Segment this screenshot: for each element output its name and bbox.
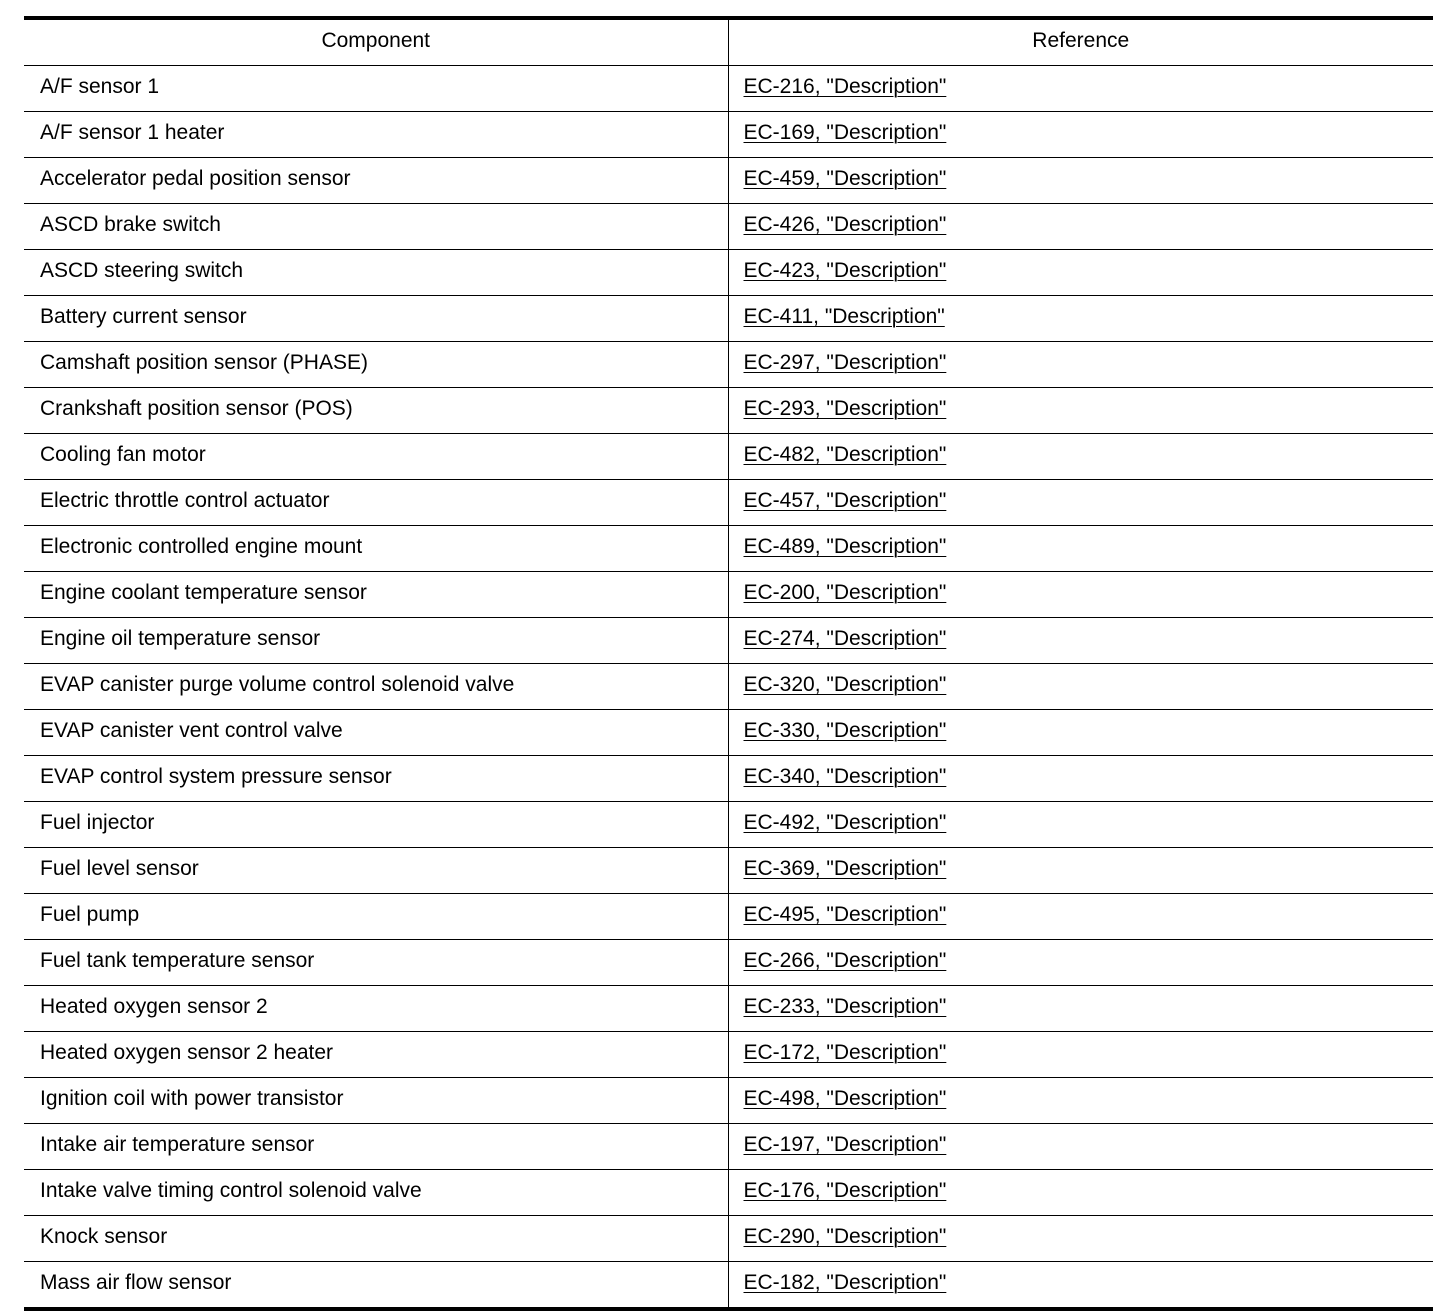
table-row: [24, 986, 1433, 1032]
component-name: Engine oil temperature sensor: [24, 618, 728, 664]
reference-link[interactable]: EC-297, "Description": [743, 351, 947, 374]
reference-link[interactable]: EC-216, "Description": [743, 75, 947, 98]
reference-cell: [728, 710, 1433, 756]
header-row: [24, 18, 1433, 66]
component-name: Heated oxygen sensor 2 heater: [24, 1032, 728, 1078]
reference-link[interactable]: EC-426, "Description": [743, 213, 947, 236]
reference-cell: [728, 388, 1433, 434]
reference-link[interactable]: EC-169, "Description": [743, 121, 947, 144]
reference-link[interactable]: EC-274, "Description": [743, 627, 947, 650]
component-name: Crankshaft position sensor (POS): [24, 388, 728, 434]
reference-cell: [728, 1124, 1433, 1170]
reference-cell: [728, 158, 1433, 204]
table-row: [24, 572, 1433, 618]
table-row: [24, 388, 1433, 434]
component-name: EVAP control system pressure sensor: [24, 756, 728, 802]
component-name: ASCD steering switch: [24, 250, 728, 296]
reference-cell: [728, 756, 1433, 802]
reference-cell: [728, 572, 1433, 618]
table-row: [24, 894, 1433, 940]
table-row: [24, 1078, 1433, 1124]
reference-link[interactable]: EC-266, "Description": [743, 949, 947, 972]
reference-link[interactable]: EC-182, "Description": [743, 1271, 947, 1294]
reference-cell: [728, 664, 1433, 710]
table-row: [24, 1032, 1433, 1078]
reference-link[interactable]: EC-495, "Description": [743, 903, 947, 926]
reference-column-header: Reference: [728, 18, 1433, 66]
component-name: Intake valve timing control solenoid valve: [24, 1170, 728, 1216]
component-name: Intake air temperature sensor: [24, 1124, 728, 1170]
component-name: EVAP canister vent control valve: [24, 710, 728, 756]
reference-link[interactable]: EC-197, "Description": [743, 1133, 947, 1156]
table-row: [24, 802, 1433, 848]
component-name: Mass air flow sensor: [40, 1271, 232, 1294]
reference-link[interactable]: EC-176, "Description": [743, 1179, 947, 1202]
table-row: [24, 1262, 1433, 1310]
component-name: Heated oxygen sensor 2: [24, 986, 728, 1032]
component-name: ASCD brake switch: [24, 204, 728, 250]
reference-cell: [728, 342, 1433, 388]
component-name: Battery current sensor: [24, 296, 728, 342]
table-row: [24, 112, 1433, 158]
reference-cell: [728, 1216, 1433, 1262]
reference-cell: [728, 848, 1433, 894]
table-row: [24, 296, 1433, 342]
table-row: [24, 1124, 1433, 1170]
reference-cell: [728, 1262, 1433, 1310]
reference-link[interactable]: EC-489, "Description": [743, 535, 947, 558]
table-row: [24, 1170, 1433, 1216]
reference-cell: [728, 1170, 1433, 1216]
component-name: Camshaft position sensor (PHASE): [24, 342, 728, 388]
reference-link[interactable]: EC-293, "Description": [743, 397, 947, 420]
reference-link[interactable]: EC-492, "Description": [743, 811, 947, 834]
reference-cell: [728, 802, 1433, 848]
table-row: [24, 434, 1433, 480]
component-name: Fuel tank temperature sensor: [24, 940, 728, 986]
reference-link[interactable]: EC-459, "Description": [743, 167, 947, 190]
table-row: [24, 66, 1433, 112]
component-name: A/F sensor 1: [24, 66, 728, 112]
table-row: [24, 342, 1433, 388]
table-body: [24, 66, 1433, 1310]
component-reference-table: [24, 16, 1433, 1311]
component-name: Accelerator pedal position sensor: [24, 158, 728, 204]
table-row: [24, 480, 1433, 526]
reference-cell: [728, 204, 1433, 250]
reference-cell: [728, 296, 1433, 342]
reference-link[interactable]: EC-457, "Description": [743, 489, 947, 512]
table-row: [24, 250, 1433, 296]
reference-link[interactable]: EC-320, "Description": [743, 673, 947, 696]
component-name: EVAP canister purge volume control solenoid valve: [24, 664, 728, 710]
reference-cell: [728, 940, 1433, 986]
table-row: [24, 158, 1433, 204]
component-name: Knock sensor: [24, 1216, 728, 1262]
reference-cell: [728, 526, 1433, 572]
reference-cell: [728, 618, 1433, 664]
reference-cell: [728, 986, 1433, 1032]
component-name: Fuel level sensor: [24, 848, 728, 894]
reference-link[interactable]: EC-340, "Description": [743, 765, 947, 788]
table-row: [24, 848, 1433, 894]
component-name: A/F sensor 1 heater: [24, 112, 728, 158]
reference-link[interactable]: EC-330, "Description": [743, 719, 947, 742]
component-column-header: Component: [24, 18, 728, 66]
reference-link[interactable]: EC-498, "Description": [743, 1087, 947, 1110]
component-name: Ignition coil with power transistor: [24, 1078, 728, 1124]
table-row: [24, 710, 1433, 756]
component-name: Cooling fan motor: [24, 434, 728, 480]
table-row: [24, 1216, 1433, 1262]
reference-cell: [728, 1078, 1433, 1124]
reference-link[interactable]: EC-200, "Description": [743, 581, 947, 604]
reference-cell: [728, 250, 1433, 296]
table-row: [24, 204, 1433, 250]
table-row: [24, 940, 1433, 986]
table-row: [24, 618, 1433, 664]
reference-cell: [728, 434, 1433, 480]
reference-cell: [728, 480, 1433, 526]
component-name: Electric throttle control actuator: [24, 480, 728, 526]
reference-cell: [728, 894, 1433, 940]
table-row: [24, 664, 1433, 710]
table-row: [24, 526, 1433, 572]
reference-link[interactable]: EC-482, "Description": [743, 443, 947, 466]
reference-link[interactable]: EC-369, "Description": [743, 857, 947, 880]
reference-link[interactable]: EC-411, "Description": [743, 305, 945, 328]
reference-link[interactable]: EC-233, "Description": [743, 995, 947, 1018]
component-name: Electronic controlled engine mount: [24, 526, 728, 572]
component-name: Engine coolant temperature sensor: [24, 572, 728, 618]
component-name: Fuel pump: [24, 894, 728, 940]
reference-cell: [728, 1032, 1433, 1078]
reference-cell: [728, 66, 1433, 112]
reference-link[interactable]: EC-290, "Description": [743, 1225, 947, 1248]
component-name: Fuel injector: [24, 802, 728, 848]
table-row: [24, 756, 1433, 802]
reference-link[interactable]: EC-172, "Description": [743, 1041, 947, 1064]
reference-link[interactable]: EC-423, "Description": [743, 259, 947, 282]
reference-cell: [728, 112, 1433, 158]
